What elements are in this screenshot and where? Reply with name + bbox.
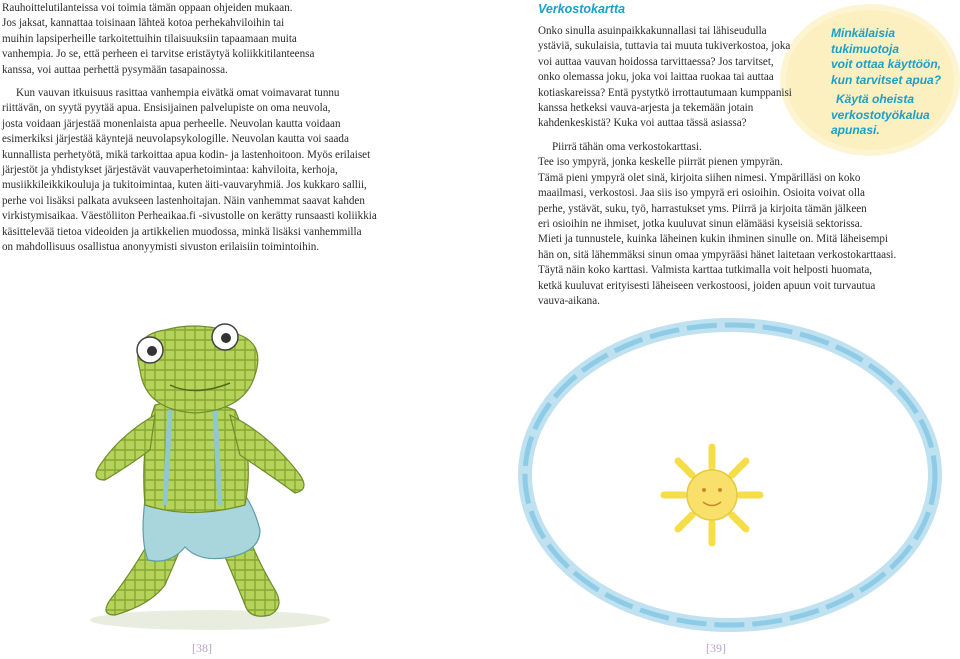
text-line: kunnallista perhetyötä, mikä tarkoittaa apua kodin- ja lastenhoitoon. Myös erilaiset	[2, 148, 371, 161]
text-line: ystäviä, sukulaisia, tuttavia tai muuta tukiverkostoa, joka	[538, 40, 791, 53]
section-title: Verkostokartta	[538, 2, 626, 16]
text-line: hän on, sitä lähemmäksi sinun omaa ympyrääsi hänet laitetaan verkostokarttaasi.	[538, 248, 897, 261]
text-line: Tee iso ympyrä, jonka keskelle piirrät pienen ympyrän.	[538, 156, 783, 169]
text-line: perhe voi lisäksi palkata avukseen lastenhoitajan. Näin vanhemmat saavat kahden	[2, 194, 365, 207]
page-number-left: [38]	[192, 641, 212, 655]
callout-line: Minkälaisia	[831, 26, 896, 40]
text-line: käsittelevää tietoa videoiden ja artikkelien muodossa, minkä lisäksi vanhemmilla	[2, 225, 362, 238]
text-line: Piirrä tähän oma verkostokarttasi.	[552, 141, 702, 153]
callout-line: Käytä oheista	[836, 92, 915, 106]
text-line: kotiaskareissa? Entä pystytkö irrottautumaan kumppanisi	[538, 86, 792, 99]
right-page	[480, 0, 960, 659]
left-paragraph-2	[2, 86, 377, 255]
text-line: kahdenkeskistä? Kuka voi auttaa tässä asiassa?	[538, 117, 747, 130]
text-line: vauva-aikana.	[538, 295, 600, 308]
sun-eye	[702, 488, 706, 492]
sun-face	[687, 470, 737, 520]
text-line: onko olemassa joku, joka voi laittaa ruokaa tai auttaa	[538, 71, 774, 84]
text-line: kanssa hetkeksi vauva-arjesta ja tekemään jotain	[538, 102, 754, 115]
network-circle-illustration	[500, 305, 950, 640]
frog-illustration	[70, 315, 370, 640]
right-pupil	[221, 333, 231, 343]
sun-eye	[718, 488, 722, 492]
text-line: järjestöt ja yhdistykset järjestävät vauvaperhetoimintaa: kahviloita, kerhoja,	[2, 164, 338, 177]
text-line: josta voidaan järjestää monenlaista apua perheelle. Neuvolan kautta voidaan	[2, 117, 341, 130]
text-line: Rauhoittelutilanteissa voi toimia tämän oppaan ohjeiden mukaan.	[2, 2, 293, 14]
text-line: eri osioihin ne ihmiset, jotka kuuluvat sinun elämääsi kyseisiä sektorissa.	[538, 218, 863, 231]
text-line: virkistymisaikaa. Väestöliiton Perheaikaa.fi -sivustolle on kerätty runsaasti koliikkia	[2, 210, 377, 223]
text-line: voi auttaa vauvan hoidossa tarvittaessa? Jos tarvitset,	[538, 55, 774, 68]
sun-drawing	[664, 447, 760, 543]
callout-text	[831, 26, 941, 139]
text-line: esimerkiksi järjestää käyntejä neuvolapsykologille. Neuvolan kautta voi saada	[2, 133, 349, 146]
text-line: perhe, ystävät, suku, työ, harrastukset yms. Piirrä ja kirjoita tämän jälkeen	[538, 202, 867, 215]
text-line: Jos jaksat, kannattaa toisinaan lähteä kotoa perhekahviloihin tai	[2, 17, 285, 30]
page-number-right: [39]	[706, 641, 726, 655]
right-paragraph-2	[538, 140, 896, 309]
text-line: Onko sinulla asuinpaikkakunnallasi tai lähiseudulla	[538, 25, 767, 37]
text-line: ketkä kuuluvat erityisesti läheiseen verkostoosi, joiden apuun voit turvautua	[538, 279, 876, 292]
text-line: kanssa, voi auttaa perhettä pysymään tasapainossa.	[2, 63, 228, 76]
right-paragraph-1	[538, 24, 792, 132]
text-line: maailmasi, verkostosi. Jaa siis iso ympyrä eri osioihin. Osioita voivat olla	[538, 187, 865, 200]
callout-line: apunasi.	[831, 123, 880, 137]
text-line: muihin lapsiperheille tarkoitettuihin tilaisuuksiin tapaamaan muita	[2, 32, 297, 45]
text-line: Kun vauvan itkuisuus rasittaa vanhempia eivätkä omat voimavarat tunnu	[16, 87, 340, 99]
callout-line: tukimuotoja	[831, 41, 899, 56]
callout-line: verkostotyökalua	[831, 107, 930, 122]
callout-line: voit ottaa käyttöön,	[831, 57, 942, 71]
text-line: Tämä pieni ympyrä olet sinä, kirjoita siihen nimesi. Ympärilläsi on koko	[538, 171, 861, 184]
left-pupil	[147, 346, 157, 356]
ground-shadow	[90, 610, 330, 630]
text-line: Mieti ja tunnustele, kuinka läheinen kukin ihminen sinulle on. Mitä läheisempi	[538, 233, 889, 246]
text-line: on mahdollisuus osallistua anonyymisti sivuston erilaisiin toimintoihin.	[2, 241, 320, 254]
text-line: Täytä näin koko karttasi. Valmista karttaa tutkimalla voit helposti huomata,	[538, 264, 873, 277]
callout-line: kun tarvitset apua?	[831, 72, 942, 87]
text-line: musiikkileikkikouluja ja tukitoimintaa, kuten äiti-vauvaryhmiä. Jos kukkaro sallii,	[2, 179, 367, 192]
text-line: riittävän, on syytä pyytää apua. Ensisijainen palvelupiste on oma neuvola,	[2, 102, 331, 115]
text-line: vanhempia. Jo se, että perheen ei tarvitse eristäytyä koliikkitilanteensa	[2, 48, 315, 61]
left-paragraph-1	[2, 1, 314, 78]
